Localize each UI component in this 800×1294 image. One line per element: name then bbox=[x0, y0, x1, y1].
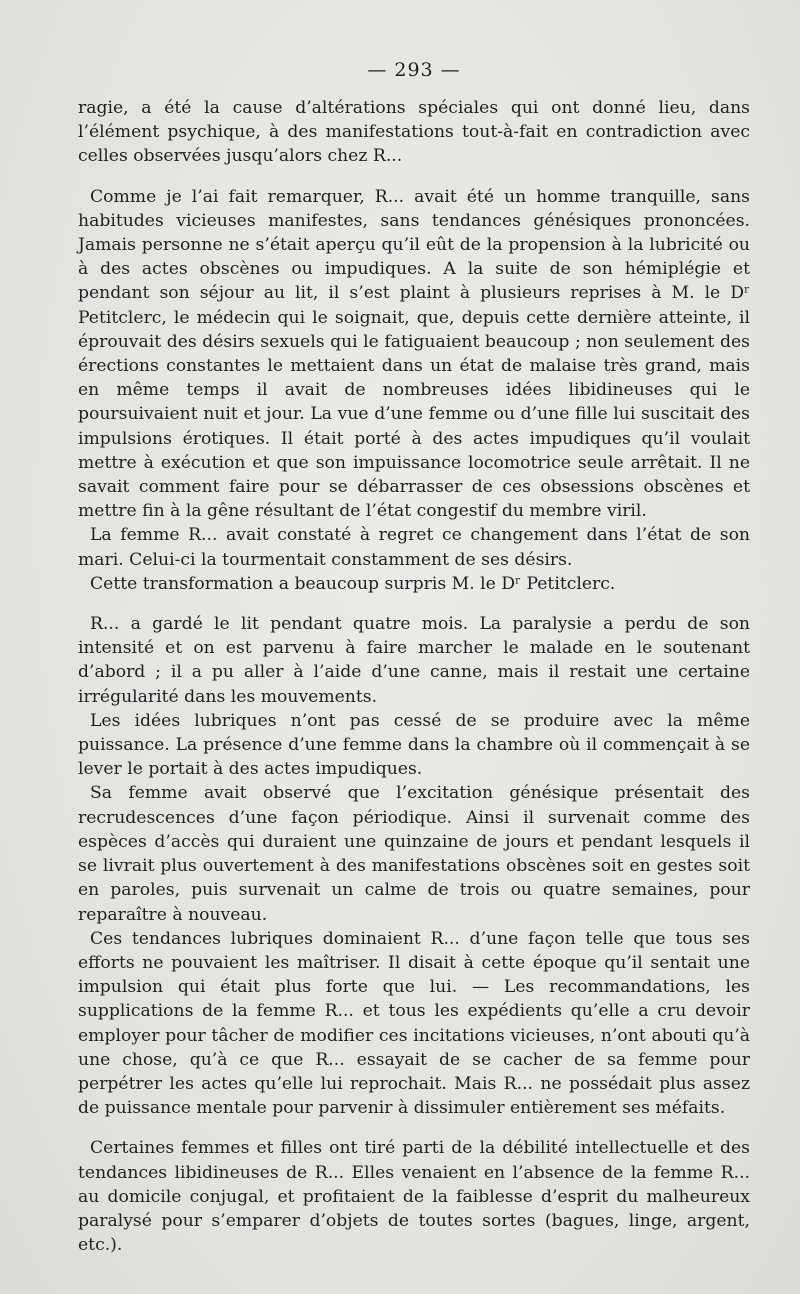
paragraph-5: R... a gardé le lit pendant quatre mois. La paralysie a perdu de son intensité et on est parvenu à faire marcher le malade en le soutenant d’abord ; il a pu aller à l’aide d’une canne, mais il restait une certaine irrégularité dans les mouvements. bbox=[78, 614, 750, 707]
paragraph-4: Cette transformation a beaucoup surpris M. le Dʳ Petitclerc. bbox=[90, 573, 616, 594]
paragraph-3: La femme R... avait constaté à regret ce changement dans l’état de son mari. Celui-ci la tourmentait constamment de ses désirs. bbox=[78, 525, 750, 570]
paragraph-7: Sa femme avait observé que l’excitation génésique présentait des recrudescences d’une façon périodique. Ainsi il survenait comme des espèces d’accès qui duraient une quinzaine de jours et pendant lesquels il se livrait plus ouvertement à des manifestations obscènes soit en gestes soit en paroles, puis survenait un calme de trois ou quatre semaines, pour reparaître à nouveau. bbox=[78, 783, 750, 925]
paragraph-8: Ces tendances lubriques dominaient R... d’une façon telle que tous ses efforts ne pouvaient les maîtriser. Il disait à cette époque qu’il sentait une impulsion qui était plus forte que lui. — Les recommandations, les supplications de la femme R... et tous les expédients qu’elle a cru devoir employer pour tâcher de modifier ces incitations vicieuses, n’ont abouti qu’à une chose, qu’à ce que R... essayait de se cacher de sa femme pour perpétrer les actes qu’elle lui reprochait. Mais R... ne possédait plus assez de puissance mentale pour parvenir à dissimuler entièrement ses méfaits. bbox=[78, 928, 750, 1119]
paragraph-2: Comme je l’ai fait remarquer, R... avait été un homme tranquille, sans habitudes vicieuses manifestes, sans tendances génésiques prononcées. Jamais personne ne s’était aperçu qu’il eût de la propension à la lubricité ou à des actes obscènes ou impudiques. A la suite de son hémiplégie et pendant son séjour au lit, il s’est plaint à plusieurs reprises à M. le Dʳ Petitclerc, le médecin qui le soignait, que, depuis cette dernière atteinte, il éprouvait des désirs sexuels qui le fatiguaient beaucoup ; non seulement des érections constantes le mettaient dans un état de malaise très grand, mais en même temps il avait de nombreuses idées libidineuses qui le poursuivaient nuit et jour. La vue d’une femme ou d’une fille lui suscitait des impulsions érotiques. Il était porté à des actes impudiques qu’il voulait mettre à exécution et que son impuissance locomotrice seule arrêtait. Il ne savait comment faire pour se débarrasser de ces obsessions obscènes et mettre fin à la gêne résultant de l’état congestif du membre viril. bbox=[78, 186, 750, 522]
paragraph-1: ragie, a été la cause d’altérations spéciales qui ont donné lieu, dans l’élément psychique, à des manifestations tout-à-fait en contradiction avec celles observées jusqu’alors chez R... bbox=[78, 98, 750, 167]
paragraph-6: Les idées lubriques n’ont pas cessé de se produire avec la même puissance. La présence d’une femme dans la chambre où il commençait à se lever le portait à des actes impudiques. bbox=[78, 710, 750, 780]
paragraph-9: Certaines femmes et filles ont tiré parti de la débilité intellectuelle et des tendances libidineuses de R... Elles venaient en l’absence de la femme R... au domicile conjugal, et profitaient de la faiblesse d’esprit du malheureux paralysé pour s’emparer d’objets de toutes sortes (bagues, linge, argent, etc.). bbox=[78, 1138, 750, 1256]
page-number: — 293 — bbox=[367, 59, 461, 81]
